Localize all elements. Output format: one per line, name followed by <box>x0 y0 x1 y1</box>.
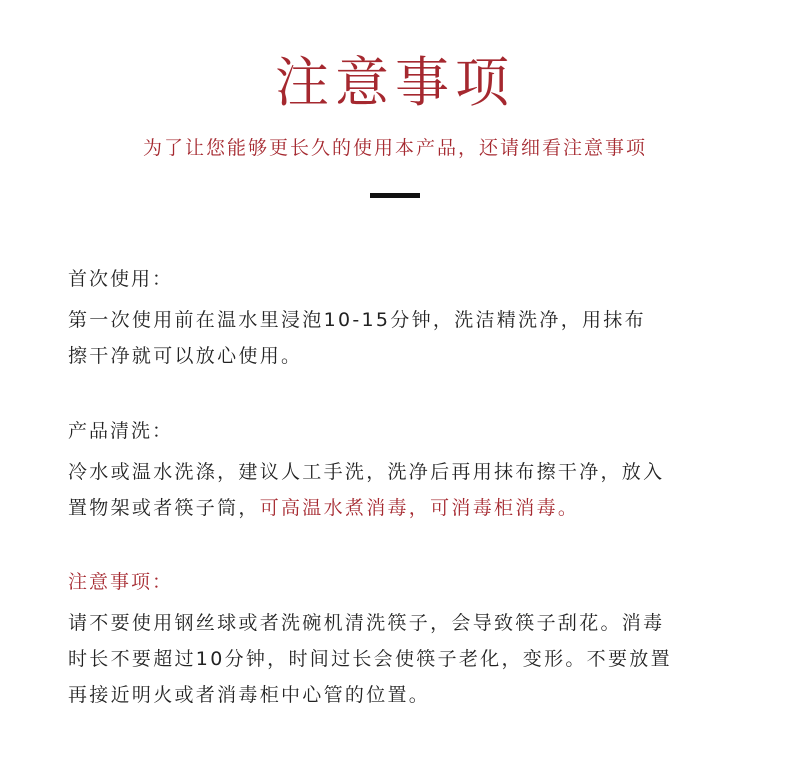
body-line: 再接近明火或者消毒柜中心管的位置。 <box>68 684 431 706</box>
title-divider <box>370 193 420 198</box>
body-line: 时长不要超过10分钟，时间过长会使筷子老化，变形。不要放置 <box>68 648 672 670</box>
section-heading-cautions: 注意事项： <box>68 571 174 593</box>
page-subtitle: 为了让您能够更长久的使用本产品，还请细看注意事项 <box>142 137 647 159</box>
section-heading-first-use: 首次使用： <box>68 268 174 290</box>
section-cautions <box>68 567 758 713</box>
body-text: 置物架或者筷子筒， <box>68 497 260 519</box>
page-title: 注意事项 <box>275 51 515 114</box>
body-line: 请不要使用钢丝球或者洗碗机清洗筷子，会导致筷子刮花。消毒 <box>68 612 665 634</box>
body-line: 第一次使用前在温水里浸泡10-15分钟，洗洁精洗净，用抹布 <box>68 309 646 331</box>
section-first-use <box>68 264 758 374</box>
section-cleaning <box>68 416 758 526</box>
section-heading-cleaning: 产品清洗： <box>68 420 174 442</box>
highlight-text: 可高温水煮消毒，可消毒柜消毒。 <box>259 497 580 519</box>
body-line: 擦干净就可以放心使用。 <box>68 345 303 367</box>
body-line <box>68 490 758 526</box>
section-body-cleaning <box>68 454 758 526</box>
section-body-cautions <box>68 605 758 713</box>
section-body-first-use <box>68 302 758 374</box>
body-line: 冷水或温水洗涤，建议人工手洗，洗净后再用抹布擦干净，放入 <box>68 461 665 483</box>
